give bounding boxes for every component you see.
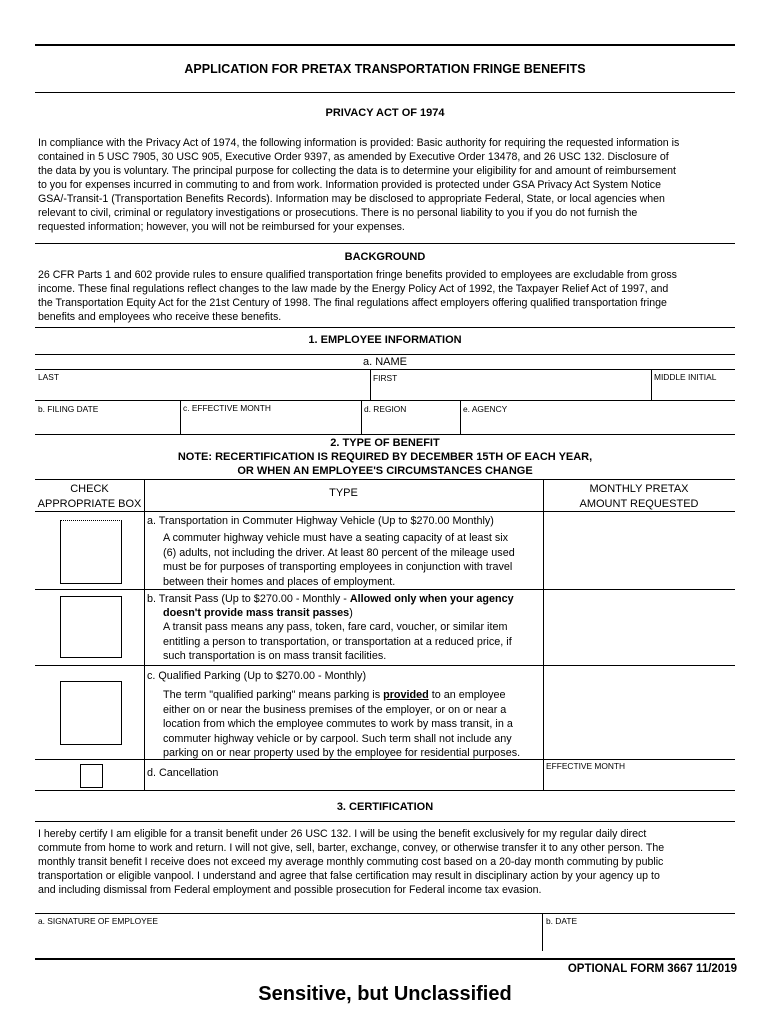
recertification-note-1: NOTE: RECERTIFICATION IS REQUIRED BY DECEMBER 15TH OF EACH YEAR, <box>177 451 593 463</box>
background-rule <box>35 327 735 328</box>
top-rule <box>35 44 735 46</box>
background-heading: BACKGROUND <box>344 251 426 263</box>
table-col-divider-1 <box>144 479 145 790</box>
benefit-heading: 2. TYPE OF BENEFIT <box>330 437 440 449</box>
amount-field-c[interactable] <box>547 668 733 758</box>
middle-initial-label: MIDDLE INITIAL <box>654 372 717 382</box>
form-title: APPLICATION FOR PRETAX TRANSPORTATION FRINGE BENEFITS <box>184 62 586 76</box>
classification-marking: Sensitive, but Unclassified <box>258 983 512 1005</box>
amount-column-header: MONTHLY PRETAX AMOUNT REQUESTED <box>579 483 699 510</box>
background-text: 26 CFR Parts 1 and 602 provide rules to ensure qualified transportation fringe benefits provided to employees are excludable from gross income. These final regulations reflect changes to the law made by the Energy Policy Act of 1992, the Taxpayer Relief Act of 1997, and the Transportation Equity Act for the 21st Century of 1998. The final regulations affect employers offering qualified transportation fringe benefits and employees who receive these benefits. <box>38 269 677 323</box>
signature-field[interactable] <box>38 927 538 949</box>
filing-date-field[interactable] <box>38 415 178 433</box>
privacy-rule <box>35 243 735 244</box>
certification-rule <box>35 821 735 822</box>
benefit-b-description: A transit pass means any pass, token, fare card, voucher, or similar item entitling a person to transportation, or transportation at a reduced price, if such transportation is on mass transit facilities. <box>163 621 512 662</box>
name-bottom-rule <box>35 400 735 401</box>
employee-info-rule <box>35 354 735 355</box>
checkbox-transit-pass[interactable] <box>60 596 122 658</box>
last-name-label: LAST <box>38 372 59 382</box>
benefit-header-top-rule <box>35 479 735 480</box>
effective-month-field[interactable] <box>183 415 359 433</box>
filing-divider-2 <box>361 400 362 434</box>
filing-divider-3 <box>460 400 461 434</box>
row-c-rule <box>35 759 735 760</box>
benefit-a-title: a. Transportation in Commuter Highway Vehicle (Up to $270.00 Monthly) <box>147 515 494 527</box>
row-b-rule <box>35 665 735 666</box>
form-number: OPTIONAL FORM 3667 11/2019 <box>567 963 737 975</box>
employee-bottom-rule <box>35 434 735 435</box>
name-label: a. NAME <box>362 356 407 368</box>
title-rule <box>35 92 735 93</box>
bottom-rule <box>35 958 735 960</box>
benefit-c-description: The term "qualified parking" means parking is provided to an employee either on or near the business premises of the employer, or on or near a location from which the employee commutes to work by mass transit, in a commuter highway vehicle or by carpool. Such term shall not include any parking on or near property used by the employee for residential purposes. <box>163 689 521 759</box>
benefit-bottom-rule <box>35 790 735 791</box>
amount-field-b[interactable] <box>547 592 733 664</box>
date-label: b. DATE <box>546 916 578 926</box>
employee-info-heading: 1. EMPLOYEE INFORMATION <box>308 334 462 346</box>
benefit-b-title-cont: doesn't provide mass transit passes) <box>163 607 353 619</box>
check-column-header: CHECK APPROPRIATE BOX <box>37 483 142 510</box>
privacy-text: In compliance with the Privacy Act of 1974, the following information is provided: Basic authority for requiring the requested information is contained in 5 USC 7905, 30 USC 905, Executive Order 9397, as amended by Executive Order 13478, and 26 USC 132. Disclosure of the data by you is voluntary. The principal purpose for collecting the data is to determine your eligibility for and amount of reimbursement to you for expenses incurred in commuting to and from work. Information provided is protected under GSA Privacy Act System Notice GSA/-Transit-1 (Transportation Benefits Records). Information may be disclosed to appropriate Federal, State, or local agencies when relevant to civil, criminal or regulatory investigations or prosecutions. There is no personal liability to you if you do not furnish the requested information; however, you will not be reimbursed for your expenses. <box>38 137 680 233</box>
name-divider-2 <box>651 369 652 400</box>
agency-label: e. AGENCY <box>463 404 508 414</box>
type-column-header: TYPE <box>329 487 358 499</box>
row-a-rule <box>35 589 735 590</box>
agency-field[interactable] <box>463 415 733 433</box>
recertification-note-2: OR WHEN AN EMPLOYEE'S CIRCUMSTANCES CHANGE <box>237 465 533 477</box>
benefit-header-bottom-rule <box>35 511 735 512</box>
first-name-field[interactable] <box>373 383 649 399</box>
checkbox-cancellation[interactable] <box>80 764 103 788</box>
checkbox-qualified-parking[interactable] <box>60 681 122 745</box>
table-col-divider-2 <box>543 479 544 790</box>
region-field[interactable] <box>364 415 458 433</box>
cancellation-effective-month-field[interactable] <box>547 772 733 789</box>
filing-divider-1 <box>180 400 181 434</box>
benefit-a-description: A commuter highway vehicle must have a seating capacity of at least six (6) adults, not including the driver. At least 80 percent of the mileage used must be for purposes of transporting employees in conjunction with travel between their homes and places of employment. <box>163 532 515 588</box>
filing-date-label: b. FILING DATE <box>38 404 99 414</box>
middle-initial-field[interactable] <box>654 383 734 399</box>
benefit-d-title: d. Cancellation <box>147 767 219 779</box>
name-rule <box>35 369 735 370</box>
amount-field-a[interactable] <box>547 514 733 588</box>
checkbox-commuter-vehicle[interactable] <box>60 520 122 584</box>
region-label: d. REGION <box>364 404 407 414</box>
privacy-heading: PRIVACY ACT OF 1974 <box>325 107 445 119</box>
benefit-b-title: b. Transit Pass (Up to $270.00 - Monthly - Allowed only when your agency <box>147 593 514 605</box>
name-divider-1 <box>370 369 371 400</box>
signature-divider <box>542 913 543 951</box>
effective-month-label: c. EFFECTIVE MONTH <box>183 403 271 413</box>
last-name-field[interactable] <box>38 383 368 399</box>
date-field[interactable] <box>546 927 732 949</box>
signature-label: a. SIGNATURE OF EMPLOYEE <box>38 916 158 926</box>
cancellation-effective-month-label: EFFECTIVE MONTH <box>546 761 626 771</box>
signature-top-rule <box>35 913 735 914</box>
first-name-label: FIRST <box>373 373 398 383</box>
benefit-c-title: c. Qualified Parking (Up to $270.00 - Monthly) <box>147 670 367 682</box>
certification-heading: 3. CERTIFICATION <box>336 801 434 813</box>
certification-text: I hereby certify I am eligible for a transit benefit under 26 USC 132. I will be using the benefit exclusively for my regular daily direct commute from home to work and return. I will not give, sell, barter, exchange, convey, or otherwise transfer it to any other person. The monthly transit benefit I receive does not exceed my average monthly commuting cost based on a 20-day month commuting by public transportation or eligible vanpool. I understand and agree that false certification may result in disciplinary action by your agency up to and including dismissal from Federal employment and possible prosecution for Federal income tax evasion. <box>38 828 665 896</box>
